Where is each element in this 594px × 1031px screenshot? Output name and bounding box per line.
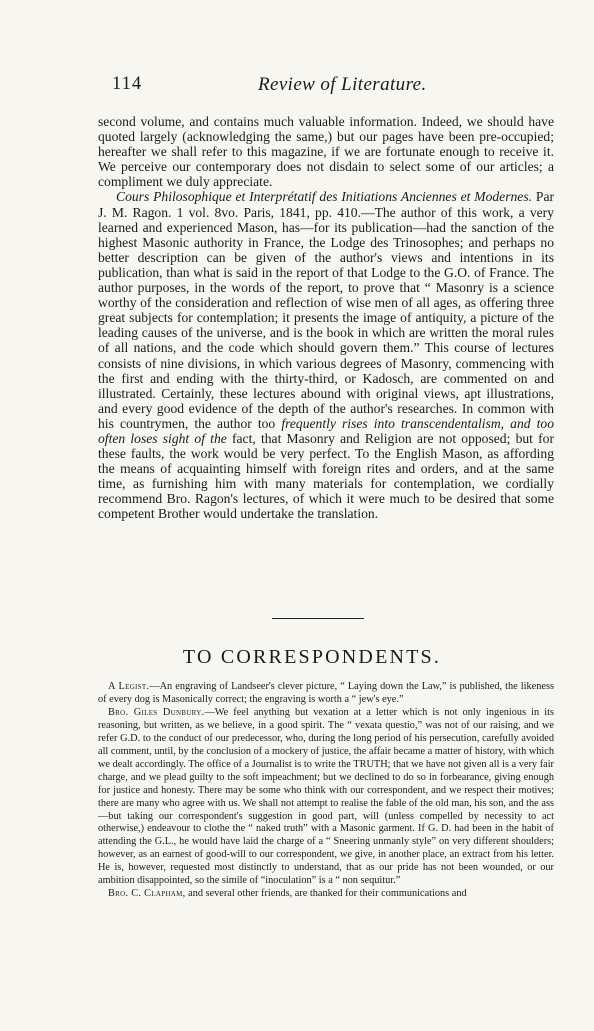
- running-title: Review of Literature.: [258, 74, 427, 95]
- correspondent-text: —We feel anything but vexation at a letter which is not only ingenious in its reasoning, but written, as we believe, in a good spirit. The “ vexata questio,” was not of our raising, and we refer G.D. to the conduct of our predecessor, who, during the long period of his persecution, carefully avoided all comment, until, by the conclusion of a mockery of justice, the affair became a matter of history, with which we dealt accordingly. The office of a Journalist is to write the TRUTH; that we have not given all is a very fair charge, and we plead guilty to the soft impeachment; but we declined to do so in forbearance, giving enough for justice and honesty. There may be some who think with our correspondent, and we respect their motives; there are many who agree with us. We shall not attempt to realise the fable of the old man, his son, and the ass—but taking our correspondent's suggestion in good part, will (unless compelled by necessity to act otherwise,) endeavour to clothe the “ naked truth” with a Masonic garment. If G. D. had been in the habit of attending the G.L., he would have laid the charge of a “ Sneering unmanly style” on very different shoulders; however, as an earnest of good-will to our correspondent, we give, in another place, an extract from his letter. He is, however, requested most distinctly to understand, that as our pride has not been wounded, or our ambition disappointed, so the simile of “inoculation” is a “ non sequitur.”: [98, 706, 554, 887]
- page-header: [112, 74, 538, 100]
- review-text-italic: frequently rises into transcendentalism, and too often loses sight of the: [98, 415, 554, 446]
- review-paragraph-2: [98, 189, 554, 521]
- correspondents-notes: [98, 681, 554, 901]
- correspondent-text: and several other friends, are thanked for their communications and: [185, 888, 467, 900]
- correspondent-name: Bro. Giles Dunbury.: [108, 706, 205, 718]
- correspondent-note-3: [98, 888, 554, 901]
- correspondent-name: A Legist.: [108, 681, 150, 692]
- section-divider: [272, 618, 364, 619]
- review-text-b: fact, that Masonry and Religion are not opposed; but for these faults, the work would be very perfect. To the English Mason, as affording the means of acquainting himself with foreign rites and orders, and at the same time, as furnishing him with many materials for contemplation, we cordially recommend Bro. Ragon's lectures, of which it were much to be desired that some competent Brother would undertake the translation.: [98, 430, 554, 522]
- page-number: 114: [112, 74, 143, 94]
- book-title: Cours Philosophique et Interprétatif des Initiations Anciennes et Modernes.: [116, 189, 533, 205]
- review-text-a: Par J. M. Ragon. 1 vol. 8vo. Paris, 1841, pp. 410.—The author of this work, a very learned and experienced Mason, has—for its publication—had the sanction of the highest Masonic authority in France, the Lodge des Trinosophes; and perhaps no better description can be given of the author's views and intentions in its publication, than what is said in the report of that Lodge to the G.O. of France. The author purposes, in the words of the report, to prove that “ Masonry is a science worthy of the consideration and reflection of wise men of all ages, as offering three great subjects for contemplation; it presents the image of antiquity, a picture of the leading causes of the universe, and is the book in which are written the moral rules of all nations, and the code which should govern them.” This course of lectures consists of nine divisions, in which various degrees of Masonry, commencing with the first and ending with the thirty-third, or Kadosch, are commented on and illustrated. Certainly, these lectures abound with original views, apt illustrations, and every good evidence of the depth of the author's researches. In common with his countrymen, the author too: [98, 189, 554, 431]
- correspondent-note-2: [98, 707, 554, 888]
- review-paragraph-1: second volume, and contains much valuable information. Indeed, we should have quoted largely (acknowledging the same,) but our pages have been pre-occupied; hereafter we shall refer to this magazine, if we are fortunate enough to receive it. We perceive our contemporary does not disdain to select some of our articles; a compliment we duly appreciate.: [98, 114, 554, 190]
- section-heading: TO CORRESPONDENTS.: [182, 646, 442, 668]
- correspondent-note-1: [98, 681, 554, 707]
- correspondent-text: —An engraving of Landseer's clever picture, “ Laying down the Law,” is published, the likeness of every dog is Masonically correct; the engraving is worth a “ jew's eye.”: [98, 681, 554, 705]
- review-body: [98, 114, 554, 522]
- correspondent-name: Bro. C. Clapham,: [108, 888, 186, 900]
